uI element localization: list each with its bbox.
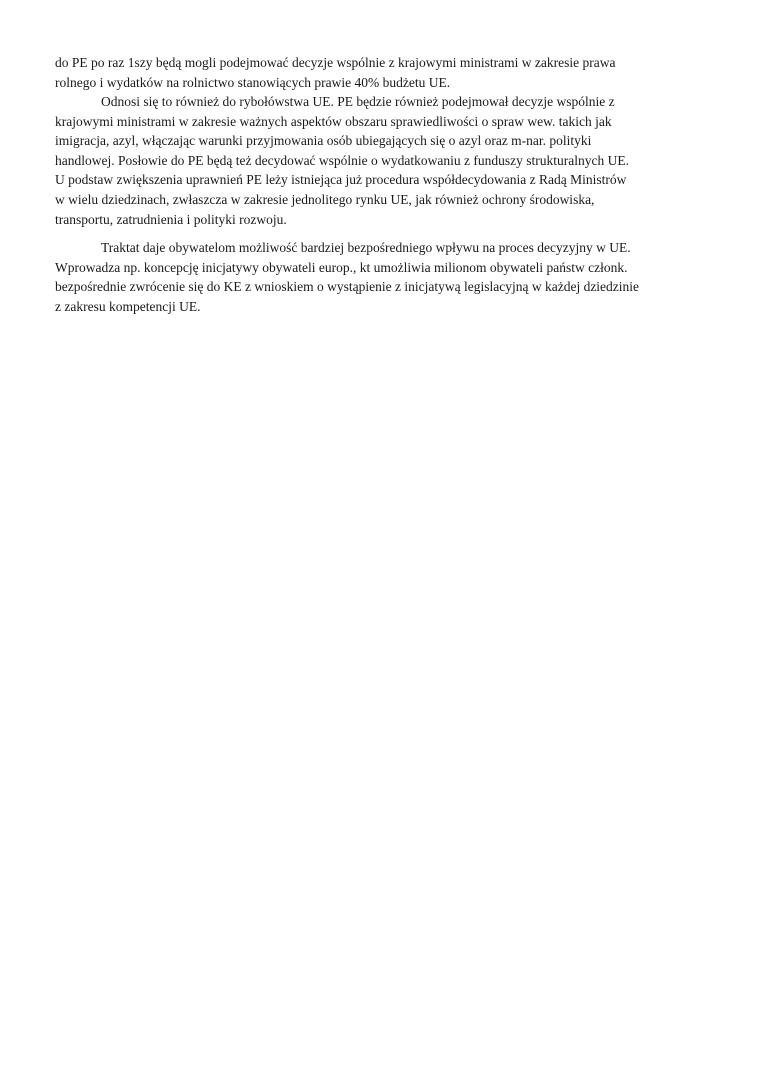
- text-line: Wprowadza np. koncepcję inicjatywy obywateli europ., kt umożliwia milionom obywateli państw członk.: [55, 259, 628, 275]
- text-line: transportu, zatrudnienia i polityki rozwoju.: [55, 211, 287, 227]
- paragraph-2: [55, 92, 705, 229]
- text-line: bezpośrednie zwrócenie się do KE z wnioskiem o wystąpienie z inicjatywą legislacyjną w każdej dziedzinie: [55, 279, 640, 295]
- paragraph-3: [55, 238, 705, 316]
- text-line: rolnego i wydatków na rolnictwo stanowiących prawie 40% budżetu UE.: [55, 74, 451, 90]
- text-line: imigracja, azyl, włączając warunki przyjmowania osób ubiegających się o azyl oraz m-nar. polityki: [55, 133, 592, 149]
- text-line: z zakresu kompetencji UE.: [55, 298, 201, 314]
- paragraph-1: [55, 53, 705, 92]
- text-line: U podstaw zwiększenia uprawnień PE leży istniejąca już procedura współdecydowania z Radą Ministrów: [55, 172, 627, 188]
- text-line: handlowej. Posłowie do PE będą też decydować wspólnie o wydatkowaniu z funduszy strukturalnych UE.: [55, 152, 629, 168]
- text-line: Traktat daje obywatelom możliwość bardziej bezpośredniego wpływu na proces decyzyjny w UE.: [101, 240, 631, 255]
- text-line: Odnosi się to również do rybołówstwa UE. PE będzie również podejmował decyzje wspólnie z: [101, 94, 615, 109]
- text-line: krajowymi ministrami w zakresie ważnych aspektów obszaru sprawiedliwości o spraw wew. takich jak: [55, 113, 612, 129]
- text-line: w wielu dziedzinach, zwłaszcza w zakresie jednolitego rynku UE, jak również ochrony środowiska,: [55, 191, 595, 207]
- text-line: do PE po raz 1szy będą mogli podejmować decyzje wspólnie z krajowymi ministrami w zakresie prawa: [55, 55, 616, 70]
